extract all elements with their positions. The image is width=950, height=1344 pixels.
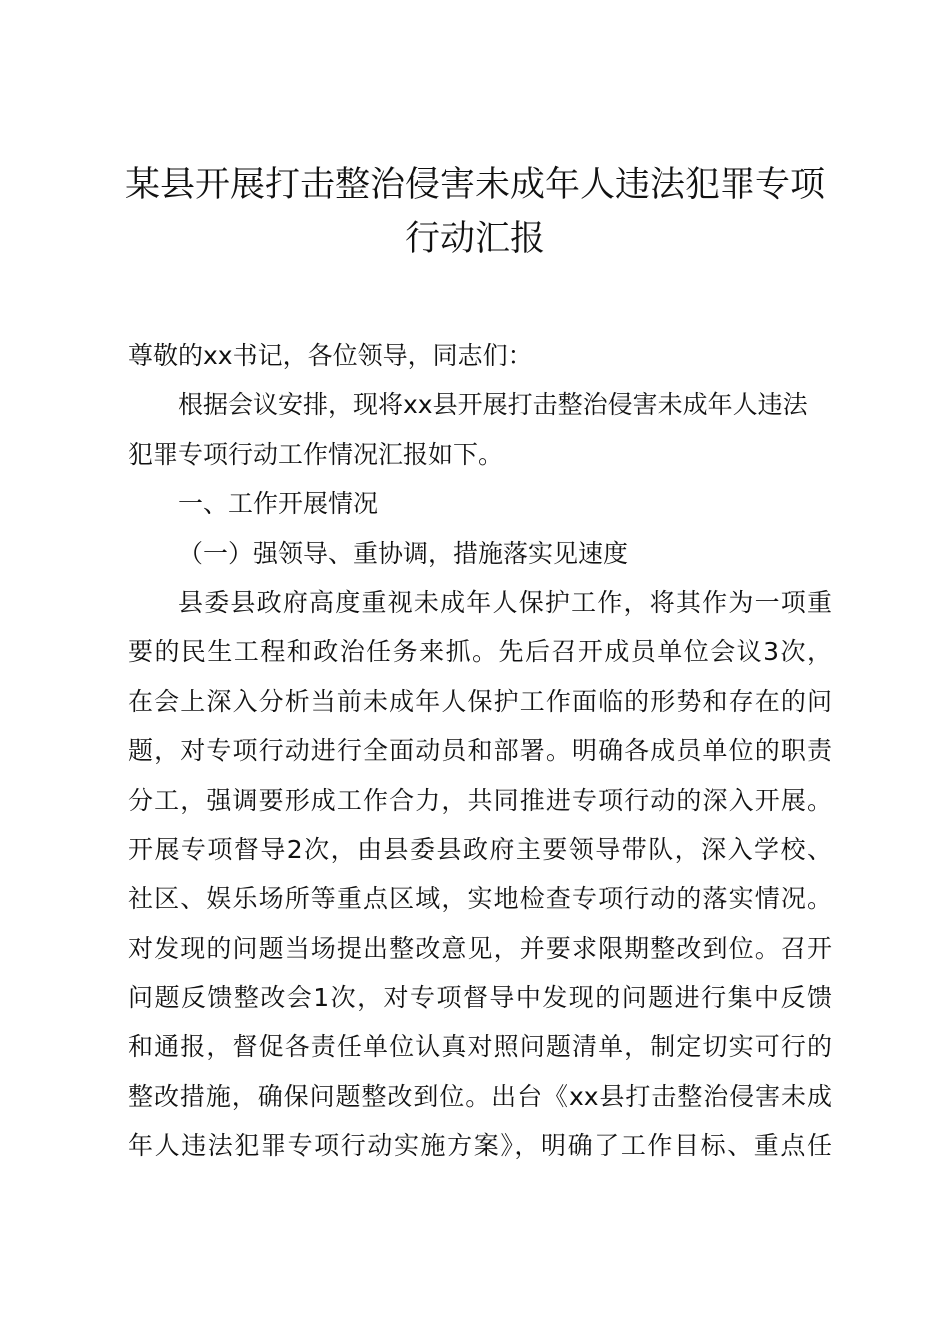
paragraph-line: 在会上深入分析当前未成年人保护工作面临的形势和存在的问: [128, 686, 832, 716]
paragraph-line: 分工，强调要形成工作合力，共同推进专项行动的深入开展。: [128, 785, 832, 815]
title-line-2: 行动汇报: [404, 219, 545, 259]
paragraph-line: 社区、娱乐场所等重点区域，实地检查专项行动的落实情况。: [128, 884, 832, 914]
paragraph-line: 和通报，督促各责任单位认真对照问题清单，制定切实可行的: [128, 1032, 832, 1062]
paragraph-line: 开展专项督导2次，由县委县政府主要领导带队，深入学校、: [128, 834, 832, 864]
subsection-heading: （一）强领导、重协调，措施落实见速度: [178, 538, 629, 568]
document-body: [128, 331, 832, 1171]
paragraph-line: 年人违法犯罪专项行动实施方案》，明确了工作目标、重点任: [128, 1131, 832, 1161]
paragraph-line: 问题反馈整改会1次，对专项督导中发现的问题进行集中反馈: [128, 983, 832, 1013]
intro-line-2: 犯罪专项行动工作情况汇报如下。: [128, 439, 504, 469]
document-title: [110, 158, 840, 266]
section-heading: 一、工作开展情况: [178, 489, 379, 519]
paragraph-line: 题，对专项行动进行全面动员和部署。明确各成员单位的职责: [128, 736, 832, 766]
paragraph-line: 对发现的问题当场提出整改意见，并要求限期整改到位。召开: [128, 933, 832, 963]
paragraph-line: 要的民生工程和政治任务来抓。先后召开成员单位会议3次，: [128, 637, 832, 667]
paragraph-line: 县委县政府高度重视未成年人保护工作，将其作为一项重: [178, 587, 832, 617]
salutation: 尊敬的xx书记，各位领导，同志们：: [128, 341, 533, 370]
paragraph-line: 整改措施，确保问题整改到位。出台《xx县打击整治侵害未成: [128, 1081, 832, 1111]
intro-line-1: 根据会议安排，现将xx县开展打击整治侵害未成年人违法: [178, 390, 808, 420]
title-line-1: 某县开展打击整治侵害未成年人违法犯罪专项: [124, 165, 825, 205]
